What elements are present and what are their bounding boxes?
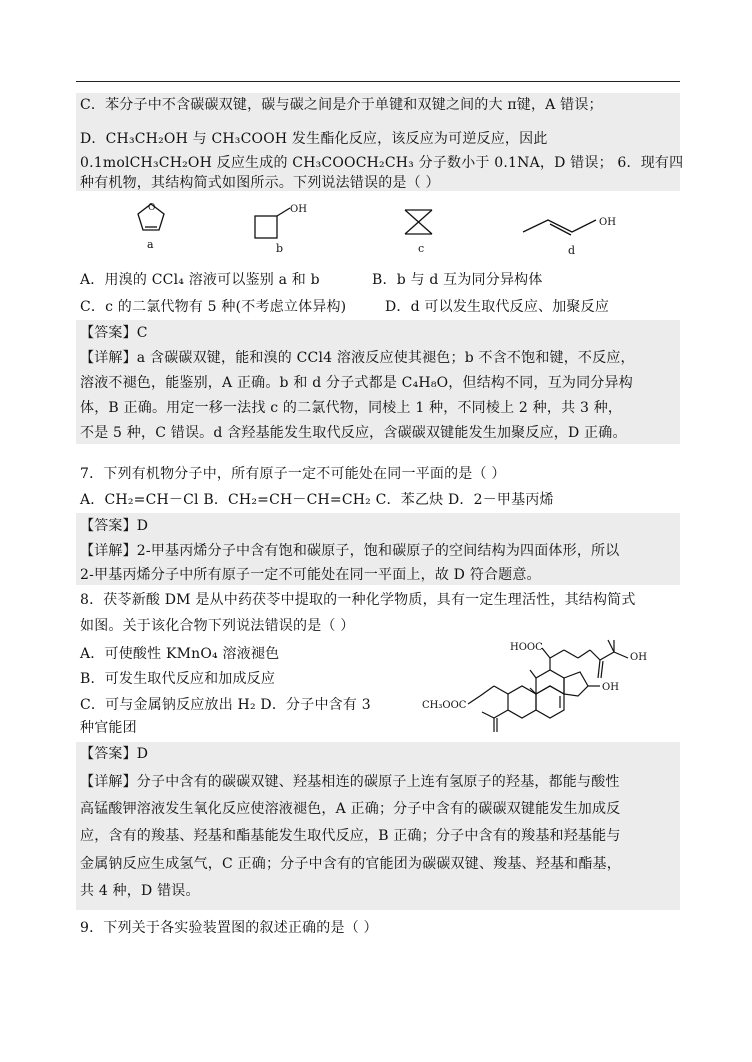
label-ester: CH₃OOC <box>422 700 467 711</box>
q6-option-b: B．b 与 d 互为同分异构体 <box>372 272 543 288</box>
q8-explain-1: 【详解】分子中含有的碳碳双键、羟基相连的碳原子上连有氢原子的羟基，都能与酸性 <box>80 774 620 790</box>
q6-explain-4: 不是 5 种，C 错误。d 含羟基能发生取代反应，含碳碳双键能发生加聚反应，D 正确。 <box>80 425 627 441</box>
q6-option-a: A．用溴的 CCl₄ 溶液可以鉴别 a 和 b <box>80 272 320 288</box>
structure-c <box>405 210 432 234</box>
structure-b <box>255 208 290 238</box>
label-c: c <box>418 242 425 255</box>
q7-explain-2: 2-甲基丙烯分子中所有原子一定不可能处在同一平面上，故 D 符合题意。 <box>80 567 541 583</box>
header-rule <box>76 81 680 82</box>
q8-stem-1: 8．茯苓新酸 DM 是从中药茯苓中提取的一种化学物质，具有一定生理活性，其结构简式 <box>80 592 636 608</box>
line-d1: D．CH₃CH₂OH 与 CH₃COOH 发生酯化反应，该反应为可逆反应，因此 <box>80 131 548 147</box>
q6-option-d: D．d 可以发生取代反应、加聚反应 <box>385 299 610 315</box>
q8-option-b: B．可发生取代反应和加成反应 <box>80 671 276 687</box>
q7-answer: 【答案】D <box>80 518 149 534</box>
label-oh-d: OH <box>599 217 616 228</box>
q8-option-c: C．可与金属钠反应放出 H₂ D．分子中含有 3 <box>80 697 371 713</box>
label-oh-ring: OH <box>602 682 619 693</box>
q6-explain-1: 【详解】a 含碳碳双键，能和溴的 CCl4 溶液反应使其褪色；b 不含不饱和键，不反应， <box>80 350 635 366</box>
q6-explain-2: 溶液不褪色，能鉴别，A 正确。b 和 d 分子式都是 C₄H₈O，但结构不同，互为同分异构 <box>80 375 633 391</box>
line-c: C．苯分子中不含碳碳双键，碳与碳之间是介于单键和双键之间的大 π键，A 错误； <box>80 97 603 113</box>
label-a: a <box>147 238 154 251</box>
q8-stem-2: 如图。关于该化合物下列说法错误的是（ ） <box>80 618 355 634</box>
label-oh-top: OH <box>630 652 647 663</box>
q6-answer: 【答案】C <box>80 325 148 341</box>
q8-explain-3: 应，含有的羧基、羟基和酯基能发生取代反应，B 正确；分子中含有的羧基和羟基能与 <box>80 828 621 844</box>
structure-d <box>523 220 596 235</box>
q8-option-c-cont: 种官能团 <box>80 720 137 736</box>
label-oh-b: OH <box>290 204 307 215</box>
q8-option-a: A．可使酸性 KMnO₄ 溶液褪色 <box>80 646 280 662</box>
q7-stem: 7．下列有机物分子中，所有原子一定不可能处在同一平面的是（ ） <box>80 466 506 482</box>
q8-answer: 【答案】D <box>80 746 149 762</box>
label-hooc: HOOC <box>510 642 543 653</box>
line-d2: 0.1molCH₃CH₂OH 反应生成的 CH₃COOCH₂CH₃ 分子数小于 0.1NA，D 错误； 6．现有四 <box>80 155 684 171</box>
q6-option-c: C．c 的二氯代物有 5 种(不考虑立体异构) <box>80 299 347 315</box>
atom-o: O <box>148 203 156 213</box>
q6-explain-3: 体，B 正确。用定一移一法找 c 的二氯代物，同棱上 1 种，不同棱上 2 种，共 3 种， <box>80 400 623 416</box>
q8-explain-4: 金属钠反应生成氢气，C 正确；分子中含有的官能团为碳碳双键、羧基、羟基和酯基， <box>80 856 621 872</box>
label-b: b <box>276 242 284 255</box>
q8-explain-5: 共 4 种，D 错误。 <box>80 883 200 899</box>
structure-dm <box>418 636 658 742</box>
structures-q6 <box>120 198 640 262</box>
q7-explain-1: 【详解】2-甲基丙烯分子中含有饱和碳原子，饱和碳原子的空间结构为四面体形，所以 <box>80 543 620 559</box>
q9-stem: 9．下列关于各实验装置图的叙述正确的是（ ） <box>80 920 378 936</box>
label-d: d <box>568 244 576 257</box>
q8-explain-2: 高锰酸钾溶液发生氧化反应使溶液褪色，A 正确；分子中含有的碳碳双键能发生加成反 <box>80 801 621 817</box>
q7-options: A．CH₂=CH－Cl B．CH₂=CH－CH=CH₂ C．苯乙炔 D．2－甲基丙烯 <box>80 492 554 508</box>
line-q6-3: 种有机物，其结构简式如图所示。下列说法错误的是（ ） <box>80 175 440 191</box>
